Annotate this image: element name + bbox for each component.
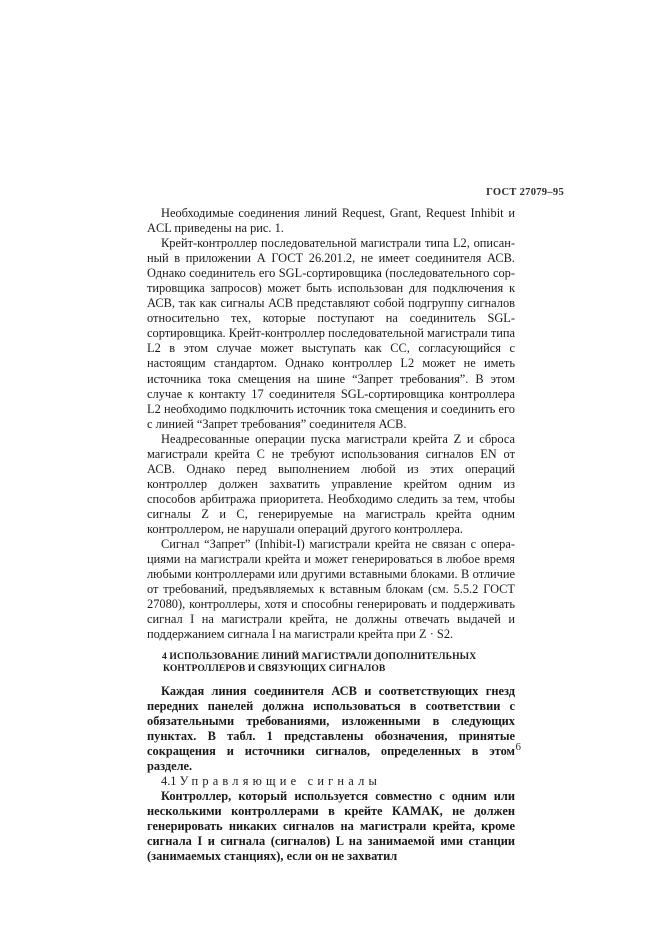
subsection-title	[147, 774, 515, 789]
subsection-title-text: Управляющие сигналы	[179, 773, 381, 788]
section-intro: Каждая линия соединителя АСВ и соответствующих гнезд передних панелей должна использоваться в соответствии с обязательными требованиями, изложенными в следующих пунктах. В табл. 1 представлены обозначения, принятые сокращения и источники сигналов, определенных в этом разделе.	[147, 683, 515, 773]
paragraph-1: Необходимые соединения линий Request, Grant, Request Inhibit и ACL приведены на рис. 1.	[147, 206, 515, 236]
page-number: 6	[515, 741, 521, 753]
requirement-paragraph: Контроллер, который используется совместно с одним или несколькими контроллерами в крейте КАМАК, не должен генерировать никаких сигналов на магистрали крейта, кроме сигнала I и сигнала (сигналов) L на занимаемой ими станции (занимаемых станциях), если он не захватил	[147, 788, 515, 864]
running-head: ГОСТ 27079–95	[486, 187, 564, 198]
paragraph-3: Неадресованные операции пуска магистрали крейта Z и сброса магистрали крейта С не требуют использования сигналов EN от АСВ. Однако перед выполнением любой из этих операций контроллер должен захватить управление крейтом одним из способов арбитража приоритета. Необходимо следить за тем, чтобы сигналы Z и С, генерируемые на магистраль крейта одним контроллером, не нарушали операций другого контроллера.	[147, 431, 515, 536]
paragraph-4: Сигнал “Запрет” (Inhibit-I) магистрали крейта не связан с операциями на магистрали крейта и может генерироваться в любое время любыми контроллерами или другими вставными блоками. В отличие от требований, предъявляемых к вставным блокам (см. 5.5.2 ГОСТ 27080), контроллеры, хотя и способны генерировать и поддерживать сигнал I на магистрали крейта, не должны отвечать выдачей и поддержанием сигнала I на магистрали крейта при Z · S2.	[147, 537, 515, 642]
body-text	[147, 206, 515, 864]
section-heading: 4 ИСПОЛЬЗОВАНИЕ ЛИНИЙ МАГИСТРАЛИ ДОПОЛНИТЕЛЬНЫХ КОНТРОЛЛЕРОВ И СВЯЗУЮЩИХ СИГНАЛОВ	[162, 651, 477, 674]
paragraph-2: Крейт-контроллер последовательной магистрали типа L2, описанный в приложении А ГОСТ 26.201.2, не имеет соединителя АСВ. Однако соединитель его SGL-сортировщика (последовательного сортировщика запросов) может быть использован для подключения к АСВ, так как сигналы АСВ представляют собой подгруппу сигналов относительно тех, которые поступают на соединитель SGL-сортировщика. Крейт-контроллер последовательной магистрали типа L2 в этом случае может выступать как СС, согласующийся с настоящим стандартом. Однако контроллер L2 может не иметь источника тока смещения на шине “Запрет требования”. В этом случае к контакту 17 соединителя SGL-сортировщика контроллера L2 необходимо подключить источник тока смещения и соединить его с линией “Запрет требования” соединителя АСВ.	[147, 236, 515, 431]
subsection-number: 4.1	[161, 773, 177, 788]
